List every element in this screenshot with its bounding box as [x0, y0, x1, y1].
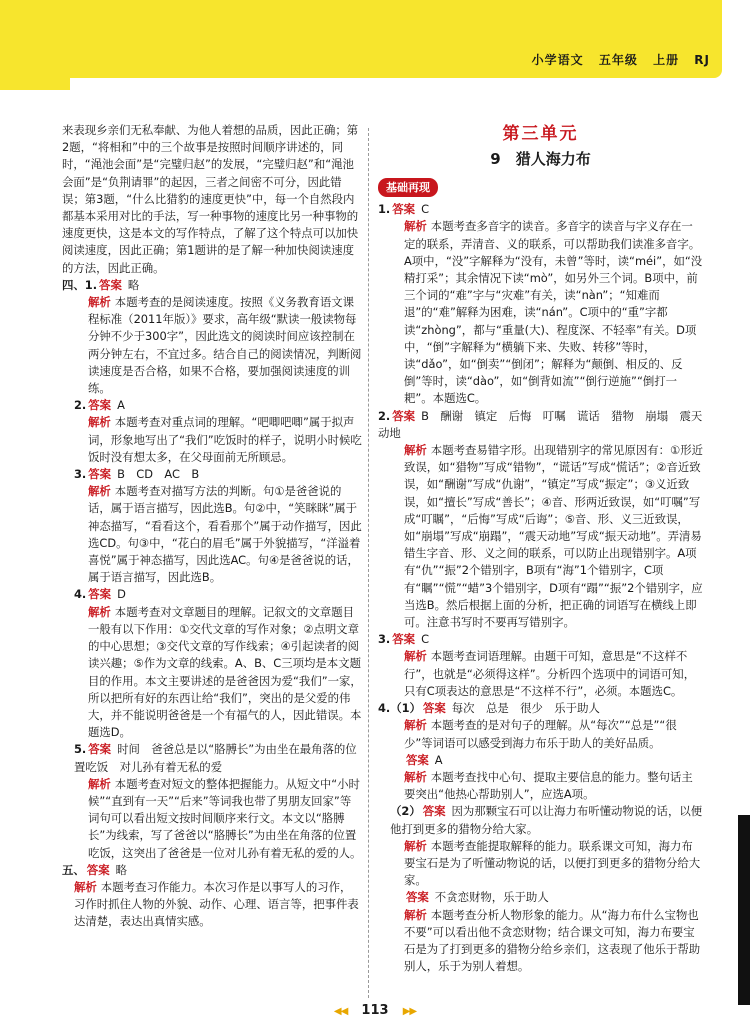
left-paragraph [62, 397, 362, 414]
left-paragraph [62, 604, 362, 742]
left-paragraph [62, 122, 362, 277]
answer-text: B 酬谢 镇定 后悔 叮嘱 谎话 猎物 崩塌 震天动地 [378, 408, 703, 440]
answer-text: A [434, 752, 443, 767]
question-number: 五、 [62, 862, 85, 877]
question-number: 4. [74, 587, 87, 602]
answer-text: 因为那颗宝石可以让海力布听懂动物说的话，以便他打到更多的猎物分给大家。 [390, 804, 703, 836]
question-number: 四、1. [62, 277, 98, 292]
left-paragraph [62, 294, 362, 397]
question-number: 1. [378, 202, 391, 217]
question-number: 2. [378, 408, 391, 423]
answer-label: 答案 [392, 632, 416, 647]
left-column [62, 122, 362, 931]
left-paragraph [62, 466, 362, 483]
page-footer [0, 1003, 750, 1018]
page-number: 113 [361, 1003, 389, 1018]
analysis-text: 本题考查能提取解释的能力。联系课文可知，海力布要宝石是为了听懂动物说的话，以便打到更多的猎物分给大家。 [404, 838, 701, 888]
answer-text: C [421, 632, 430, 647]
analysis-label: 解析 [404, 649, 427, 664]
right-paragraph [378, 218, 703, 407]
left-paragraph [62, 277, 362, 294]
answer-label: 答案 [99, 277, 122, 292]
analysis-text: 本题考查对重点词的理解。“吧唧吧唧”属于拟声词，形象地写出了“我们”吃饭时的样子，说明小时候吃饭时没有想太多，在父母面前无所顾忌。 [88, 415, 362, 464]
header-yellow-tab [0, 72, 70, 90]
next-arrows-icon: ▶▶ [402, 1006, 417, 1017]
right-paragraph [378, 889, 703, 906]
right-paragraph [378, 442, 703, 631]
answer-label: 答案 [88, 742, 112, 757]
edition: RJ [694, 53, 710, 67]
left-paragraph [62, 414, 362, 466]
answer-text: 不贪恋财物，乐于助人 [434, 890, 549, 905]
analysis-text: 本题考查习作能力。本次习作是以事写人的习作，习作时抓住人物的外貌、动作、心理、语言等，把事件表达清楚，表达出真情实感。 [74, 879, 359, 929]
analysis-text: 本题考查词语理解。由题干可知，意思是“不这样不行”，也就是“必须得这样”。分析四个选项中的词语可知，只有C项表达的意思是“不这样不行”，必须。本题选C。 [404, 649, 696, 698]
analysis-label: 解析 [404, 443, 427, 458]
question-number: 3. [378, 632, 391, 647]
question-number: 3. [74, 467, 87, 482]
analysis-label: 解析 [404, 838, 427, 853]
answer-label: 答案 [392, 408, 416, 423]
column-divider [368, 128, 370, 998]
analysis-text: 本题考查多音字的读音。多音字的读音与字义存在一定的联系，弄清音、义的联系，可以帮助我们读准多音字。A项中，“没”字解释为“没有，未曾”等时，读“méi”，如“没精打采”；其余情况下读“mò”，如另外三个词。B项中，前三个词的“难”字与“灾难”有关，读“nàn”；“知难而退”的“难”解释为困难，读“nán”。C项中的“重”字都读“zhòng”，都与“重量(大)、程度深、不轻率”有关。D项中，“倒”字解释为“横躺下来、失败、转移”等时，读“dǎo”，如“倒卖”“倒闭”；解释为“颠倒、相反的、反倒”等时，读“dào”，如“倒背如流”“倒行逆施”“倒打一耙”。本题选C。 [404, 219, 703, 406]
answer-text: 略 [115, 862, 127, 877]
analysis-text: 本题考查分析人物形象的能力。从“海力布什么宝物也不要”可以看出他不贪恋财物；结合课文可知，海力布要宝石是为了打到更多的猎物分给乡亲们，这表现了他乐于帮助别人，乐于为别人着想。 [404, 907, 701, 974]
answer-text: 每次 总是 很少 乐于助人 [451, 701, 600, 716]
book-info [522, 51, 710, 68]
left-paragraph [62, 483, 362, 586]
answer-label: 答案 [422, 804, 446, 819]
right-paragraph [378, 803, 703, 837]
term: 上册 [653, 53, 680, 67]
analysis-label: 解析 [404, 769, 427, 784]
right-paragraph [378, 201, 703, 218]
answer-text: B CD AC B [117, 467, 200, 482]
right-paragraph [378, 648, 703, 700]
question-number: （2） [390, 804, 421, 819]
answer-text: C [421, 202, 430, 217]
left-paragraph [62, 586, 362, 603]
right-paragraph [378, 631, 703, 648]
analysis-text: 本题考查对短文的整体把握能力。从短文中“小时候”“直到有一天”“后来”等词我也带了男朋友回家”等词句可以看出短文按时间顺序来行文。本文以“胳膊长”为线索，写了爸爸以“胳膊长”为由坐在角落的位置吃饭，这突出了爸爸是一位对儿孙有着无私的爱的人。 [88, 776, 362, 860]
subject: 小学语文 [531, 53, 584, 67]
right-paragraph [378, 700, 703, 717]
grade: 五年级 [598, 53, 638, 67]
right-paragraph [378, 838, 703, 890]
analysis-text: 本题考查对文章题目的理解。记叙文的文章题目一般有以下作用：①交代文章的写作对象；②点明文章的中心思想；③交代文章的写作线索；④引起读者的阅读兴趣；⑤作为文章的线索。A、B、C三项均是本文题目的作用。本文主要讲述的是爸爸因为爱“我们”一家，所以把所有好的东西让给“我们”，突出的是父爱的伟大，并不能说明爸爸是一个有福气的人，因此错误。本题选D。 [88, 604, 362, 740]
question-number: 4.（1） [378, 701, 421, 716]
answer-label: 答案 [86, 862, 110, 877]
header-bar [0, 0, 750, 90]
right-paragraph [378, 752, 703, 769]
analysis-text: 本题考查易错字形。出现错别字的常见原因有：①形近致误，如“猎物”写成“错物”，“谎话”写成“慌话”；②音近致误，如“酬谢”写成“仇谢”，“镇定”写成“振定”；③义近致误，如“擅长”写成“善长”；④音、形两近致误，如“叮嘱”写成“叮瞩”，“后悔”写成“后诲”；⑤音、形、义三近致误，如“崩塌”写成“崩蹋”，“震天动地”写成“振天动地”。弄清易错生字音、形、义之间的联系，可以防止出现错别字。A项有“仇”“振”2个错别字，B项有“海”1个错别字，C项有“瞩”“慌”“蜡”3个错别字，D项有“蹋”“振”2个错别字，应当选B。然后根据上面的分析，把正确的词语写在横线上即可。注意书写时不要再写错别字。 [404, 443, 703, 630]
right-paragraph [378, 408, 703, 442]
unit-title: 第三单元 [502, 124, 579, 144]
answer-label: 答案 [406, 890, 429, 905]
analysis-label: 解析 [404, 219, 427, 234]
analysis-label: 解析 [88, 776, 111, 791]
analysis-text: 本题考查找中心句、提取主要信息的能力。整句话主要突出“他热心帮助别人”，应选A项。 [404, 769, 693, 802]
analysis-label: 解析 [404, 907, 427, 922]
answer-label: 答案 [88, 398, 112, 413]
left-paragraph [62, 879, 362, 931]
analysis-text: 本题考查对描写方法的判断。句①是爸爸说的话，属于语言描写，因此选B。句②中，“笑眯眯”属于神态描写，“看看这个，看看那个”属于动作描写，因此选CD。句③中，“花白的眉毛”属于外貌描写，“洋溢着喜悦”属于神态描写，因此选AC。句④是爸爸说的话，属于语言描写，因此选B。 [88, 484, 362, 585]
left-paragraph [62, 862, 362, 879]
answer-label: 答案 [392, 202, 416, 217]
answer-text: A [117, 398, 125, 413]
left-paragraph [62, 741, 362, 775]
analysis-label: 解析 [74, 879, 97, 894]
right-paragraph [378, 907, 703, 976]
prev-arrows-icon: ◀◀ [333, 1006, 348, 1017]
right-paragraph [378, 717, 703, 751]
right-paragraph [378, 769, 703, 803]
analysis-label: 解析 [88, 604, 111, 619]
right-column [378, 122, 703, 975]
analysis-label: 解析 [88, 295, 111, 310]
answer-label: 答案 [88, 587, 112, 602]
answer-text: D [117, 587, 126, 602]
left-paragraph [62, 776, 362, 862]
answer-label: 答案 [88, 467, 112, 482]
question-number: 2. [74, 398, 87, 413]
analysis-text: 本题考查的是对句子的理解。从“每次”“总是”“很少”等词语可以感受到海力布乐于助人的美好品质。 [404, 718, 677, 750]
analysis-label: 解析 [88, 415, 111, 430]
analysis-label: 解析 [404, 718, 427, 733]
section-badge: 基础再现 [378, 178, 438, 197]
answer-text: 略 [127, 277, 140, 292]
answer-label: 答案 [422, 701, 446, 716]
analysis-label: 解析 [88, 484, 111, 499]
lesson-title: 9 猎人海力布 [490, 150, 591, 168]
edge-thumb-tab [738, 815, 750, 1005]
analysis-text: 来表现乡亲们无私奉献、为他人着想的品质，因此正确；第2题，“将相和”中的三个故事是按照时间顺序讲述的，同时，“渑池会面”是“完璧归赵”的发展，“完璧归赵”和“渑池会面”是“负荆请罪”的起因，三者之间密不可分，因此错误；第3题，“什么比猎豹的速度更快”中，每一个自然段内都基本采用对比的手法，写一种事物的速度比另一种事物的速度更快，这是本文的写作特点，了解了这个特点可以加快阅读速度，因此正确；第1题讲的是了解一种加快阅读速度的方法，因此正确。 [62, 123, 359, 275]
question-number: 5. [74, 742, 87, 757]
analysis-text: 本题考查的是阅读速度。按照《义务教育语文课程标准（2011年版）》要求，高年级“默读一般读物每分钟不少于300字”，因此选文的阅读时间应该控制在两分钟左右，不宜过多。结合自己的阅读情况，判断阅读速度是否合格，如果不合格，要加强阅读速度的训练。 [88, 295, 362, 396]
answer-text: 时间 爸爸总是以“胳膊长”为由坐在最角落的位置吃饭 对儿孙有着无私的爱 [74, 742, 357, 774]
answer-label: 答案 [406, 752, 429, 767]
